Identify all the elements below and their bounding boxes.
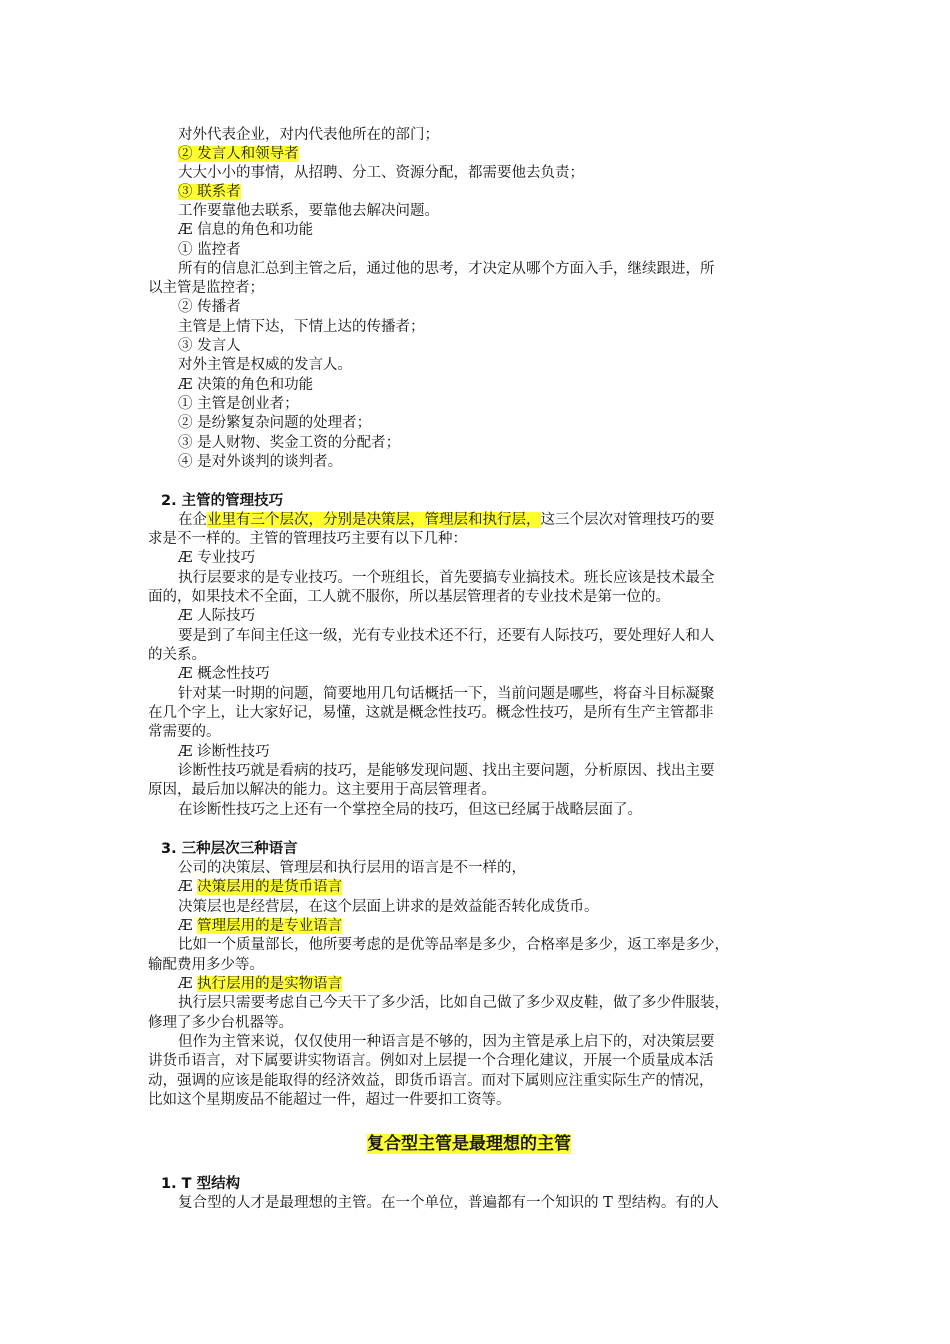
text-line: 面的，如果技术不全面，工人就不服你，所以基层管理者的专业技术是第一位的。 <box>148 589 670 605</box>
text-line: 常需要的。 <box>148 724 221 740</box>
highlighted-title: 复合型主管是最理想的主管 <box>367 1134 571 1154</box>
highlighted-text: 业里有三个层次，分别是决策层，管理层和执行层， <box>207 512 541 528</box>
role-item: ① 监控者 <box>178 242 241 258</box>
chapter-title <box>367 1132 571 1156</box>
text-line: 针对某一时期的问题，简要地用几句话概括一下，当前问题是哪些，将奋斗目标凝聚 <box>178 686 715 702</box>
bullet-item <box>178 878 342 897</box>
section-heading: 1. T 型结构 <box>161 1176 241 1192</box>
text-line: 比如一个质量部长，他所要考虑的是优等品率是多少，合格率是多少，返工率是多少， <box>178 937 729 953</box>
highlighted-text: 执行层用的是实物语言 <box>197 976 343 992</box>
text-line: 输配费用多少等。 <box>148 957 264 973</box>
text-line <box>178 511 715 530</box>
role-item <box>178 183 241 202</box>
bullet-item: Æ 人际技巧 <box>178 608 256 624</box>
role-item: ① 主管是创业者； <box>178 396 299 412</box>
text-line: 动，强调的应该是能取得的经济效益，即货币语言。而对下属则应注重实际生产的情况， <box>148 1073 714 1089</box>
text-line: 工作要靠他去联系，要靠他去解决问题。 <box>178 203 439 219</box>
highlighted-text: ② 发言人和领导者 <box>178 146 299 162</box>
bullet-item <box>178 975 342 994</box>
text-line: 执行层只需要考虑自己今天干了多少活，比如自己做了多少双皮鞋，做了多少件服装， <box>178 995 729 1011</box>
text-line: 比如这个星期废品不能超过一件，超过一件要扣工资等。 <box>148 1092 511 1108</box>
text-line: 决策层也是经营层，在这个层面上讲求的是效益能否转化成货币。 <box>178 899 599 915</box>
bullet-marker: Æ <box>178 976 198 992</box>
text-line: 要是到了车间主任这一级，光有专业技术还不行，还要有人际技巧，要处理好人和人 <box>178 628 715 644</box>
role-item: ② 传播者 <box>178 299 241 315</box>
text-line: 原因，最后加以解决的能力。这主要用于高层管理者。 <box>148 782 496 798</box>
text-line: 对外主管是权威的发言人。 <box>178 357 352 373</box>
bullet-marker: Æ <box>178 918 198 934</box>
bullet-item: Æ 专业技巧 <box>178 550 256 566</box>
text-segment: 这三个层次对管理技巧的要 <box>540 512 715 528</box>
section-heading: 2. 主管的管理技巧 <box>161 493 284 509</box>
text-line: 修理了多少台机器等。 <box>148 1015 293 1031</box>
text-line: 所有的信息汇总到主管之后，通过他的思考，才决定从哪个方面入手，继续跟进，所 <box>178 261 715 277</box>
role-item: ④ 是对外谈判的谈判者。 <box>178 454 343 470</box>
role-item: ③ 是人财物、奖金工资的分配者； <box>178 435 401 451</box>
text-line: 求是不一样的。主管的管理技巧主要有以下几种： <box>148 531 467 547</box>
bullet-item: Æ 概念性技巧 <box>178 666 270 682</box>
text-line: 但作为主管来说，仅仅使用一种语言是不够的，因为主管是承上启下的，对决策层要 <box>178 1034 715 1050</box>
section-heading: 3. 三种层次三种语言 <box>161 841 298 857</box>
text-line: 公司的决策层、管理层和执行层用的语言是不一样的， <box>178 860 526 876</box>
text-line: 主管是上情下达，下情上达的传播者； <box>178 319 425 335</box>
bullet-marker: Æ <box>178 879 198 895</box>
text-segment: 在企 <box>178 512 207 528</box>
bullet-item: Æ 决策的角色和功能 <box>178 377 314 393</box>
role-item <box>178 145 299 164</box>
bullet-item: Æ 信息的角色和功能 <box>178 222 314 238</box>
highlighted-text: 管理层用的是专业语言 <box>197 918 343 934</box>
text-line: 的关系。 <box>148 647 206 663</box>
text-line: 执行层要求的是专业技巧。一个班组长，首先要搞专业搞技术。班长应该是技术最全 <box>178 570 715 586</box>
text-line: 诊断性技巧就是看病的技巧，是能够发现问题、找出主要问题，分析原因、找出主要 <box>178 763 715 779</box>
highlighted-text: ③ 联系者 <box>178 184 241 200</box>
highlighted-text: 决策层用的是货币语言 <box>197 879 343 895</box>
text-line: 在诊断性技巧之上还有一个掌控全局的技巧，但这已经属于战略层面了。 <box>178 802 642 818</box>
role-item: ③ 发言人 <box>178 338 241 354</box>
text-line: 对外代表企业，对内代表他所在的部门； <box>178 127 439 143</box>
text-line: 大大小小的事情，从招聘、分工、资源分配，都需要他去负责； <box>178 165 584 181</box>
text-line: 讲货币语言，对下属要讲实物语言。例如对上层提一个合理化建议，开展一个质量成本活 <box>148 1053 714 1069</box>
text-line: 在几个字上，让大家好记，易懂，这就是概念性技巧。概念性技巧，是所有生产主管都非 <box>148 705 714 721</box>
bullet-item: Æ 诊断性技巧 <box>178 744 270 760</box>
text-line: 复合型的人才是最理想的主管。在一个单位，普遍都有一个知识的 T 型结构。有的人 <box>178 1195 719 1211</box>
text-line: 以主管是监控者； <box>148 280 264 296</box>
role-item: ② 是纷繁复杂问题的处理者； <box>178 415 372 431</box>
bullet-item <box>178 917 342 936</box>
